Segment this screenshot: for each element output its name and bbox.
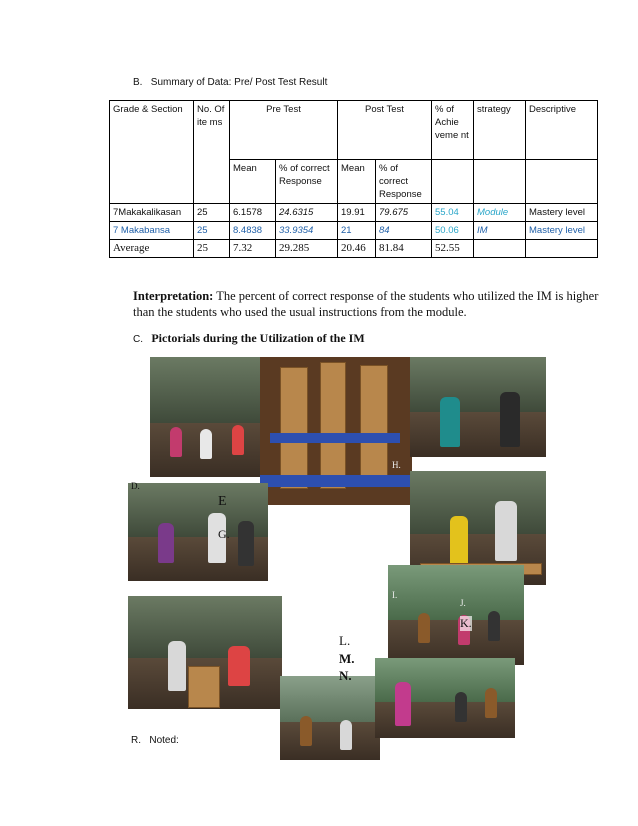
cell-strategy (474, 240, 526, 258)
cell-pre-mean: 8.4838 (230, 222, 276, 240)
table-row (110, 204, 598, 222)
cell-pre-pct: 33.9354 (276, 222, 338, 240)
classroom-photo-d (128, 483, 268, 581)
cell-post-mean: 21 (338, 222, 376, 240)
photo-label-l: L. (339, 633, 351, 648)
header-descriptive: Descriptive (526, 101, 598, 160)
subheader-pre-mean: Mean (230, 160, 276, 204)
photo-label-i: I. (392, 590, 398, 600)
cell-achievement: 52.55 (432, 240, 474, 258)
cell-descriptive: Mastery level (526, 222, 598, 240)
section-b-title: Summary of Data: Pre/ Post Test Result (150, 77, 328, 88)
cell-items: 25 (194, 222, 230, 240)
photo-label-k: K. (460, 616, 472, 630)
cell-grade: 7 Makabansa (110, 222, 194, 240)
subheader-post-mean: Mean (338, 160, 376, 204)
cell-strategy: IM (474, 222, 526, 240)
photo-label-e: E (218, 494, 227, 509)
cell-pre-pct: 24.6315 (276, 204, 338, 222)
classroom-photo-i (388, 565, 524, 665)
section-r-heading (131, 735, 179, 746)
subheader-post-pct: % of correct Response (376, 160, 432, 204)
cell-descriptive (526, 240, 598, 258)
summary-table (109, 100, 598, 258)
photo-label-d: D. (131, 481, 140, 491)
classroom-photo-m (280, 676, 380, 760)
section-c-heading (133, 331, 365, 346)
cell-post-pct: 81.84 (376, 240, 432, 258)
photo-label-g: G. (218, 527, 230, 541)
cell-grade: Average (110, 240, 194, 258)
cell-pre-pct: 29.285 (276, 240, 338, 258)
classroom-photo-h (410, 357, 546, 457)
classroom-photo-l (128, 596, 282, 709)
cell-achievement: 55.04 (432, 204, 474, 222)
header-items: No. Of ite ms (194, 101, 230, 204)
section-c-title: Pictorials during the Utilization of the IM (151, 331, 365, 345)
photo-label-j: J. (460, 598, 466, 608)
subheader-pre-pct: % of correct Response (276, 160, 338, 204)
cell-items: 25 (194, 240, 230, 258)
interpretation-paragraph (133, 288, 603, 320)
subheader-empty-3 (526, 160, 598, 204)
cell-items: 25 (194, 204, 230, 222)
photo-label-n: N. (339, 668, 352, 683)
header-achievement: % of Achie veme nt (432, 101, 474, 160)
classroom-photo-n (375, 658, 515, 738)
section-r-number: R. (131, 735, 141, 746)
cell-strategy: Module (474, 204, 526, 222)
header-strategy: strategy (474, 101, 526, 160)
table-row (110, 222, 598, 240)
table-header-row (110, 101, 598, 160)
cell-grade: 7Makakalikasan (110, 204, 194, 222)
interpretation-text: The percent of correct response of the students who utilized the IM is higher than the students who used the usual instructions from the module. (133, 289, 599, 319)
photo-label-m: M. (339, 651, 355, 666)
classroom-photo-a (150, 357, 270, 477)
section-b-heading (133, 77, 327, 88)
cell-post-pct: 84 (376, 222, 432, 240)
cell-achievement: 50.06 (432, 222, 474, 240)
header-post-test: Post Test (338, 101, 432, 160)
cell-post-pct: 79.675 (376, 204, 432, 222)
photo-label-h: H. (392, 460, 401, 470)
cell-descriptive: Mastery level (526, 204, 598, 222)
subheader-empty-2 (474, 160, 526, 204)
interpretation-label: Interpretation: (133, 289, 214, 303)
section-b-number: B. (133, 77, 143, 88)
cell-pre-mean: 6.1578 (230, 204, 276, 222)
header-pre-test: Pre Test (230, 101, 338, 160)
section-c-number: C. (133, 334, 143, 345)
cell-post-mean: 20.46 (338, 240, 376, 258)
section-r-title: Noted: (149, 735, 179, 746)
header-grade: Grade & Section (110, 101, 194, 204)
subheader-empty-1 (432, 160, 474, 204)
table-row (110, 240, 598, 258)
cell-post-mean: 19.91 (338, 204, 376, 222)
abacus-photo (260, 357, 412, 505)
cell-pre-mean: 7.32 (230, 240, 276, 258)
